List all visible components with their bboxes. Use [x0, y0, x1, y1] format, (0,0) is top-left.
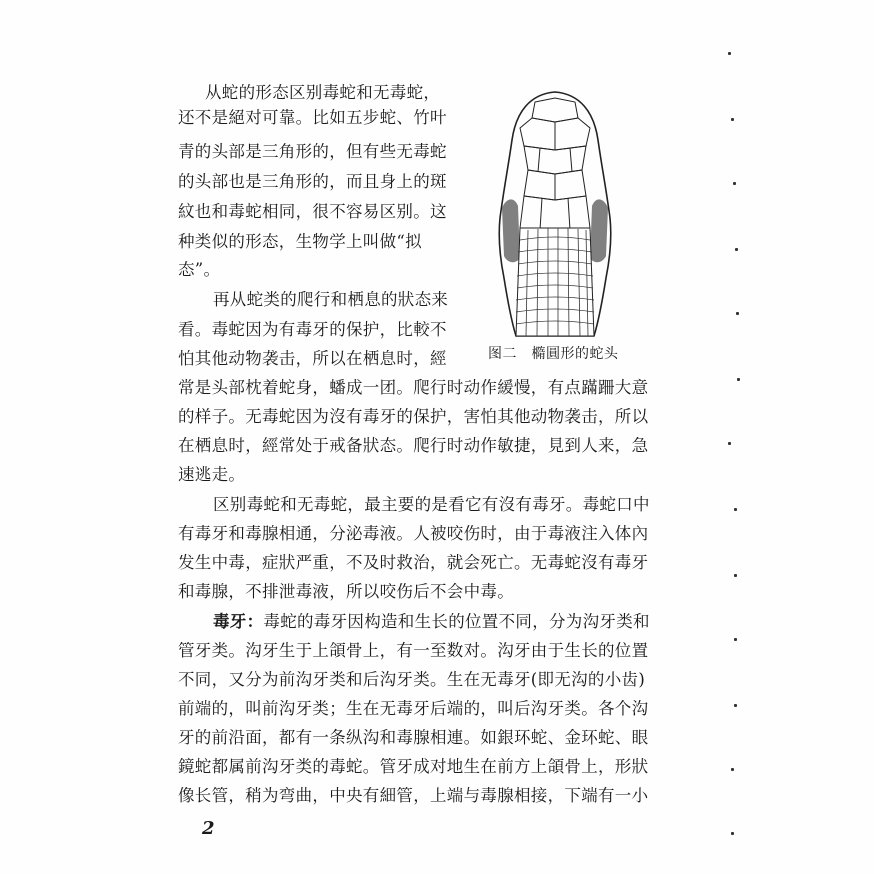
text-line: 常是头部枕着蛇身，蟠成一团。爬行时动作緩慢，有点蹣跚大意	[178, 378, 649, 397]
text-line: 还不是絕对可靠。比如五步蛇、竹叶	[178, 108, 447, 127]
scan-speck	[731, 118, 734, 121]
text-line: 牙的前沿面，都有一条纵沟和毒腺相連。如銀环蛇、金环蛇、眼	[178, 728, 649, 747]
text-line: 态”。	[178, 260, 221, 279]
text-line: 有毒牙和毒腺相通，分泌毒液。人被咬伤时，由于毒液注入体內	[178, 524, 649, 543]
scan-speck	[736, 312, 739, 315]
text-line	[213, 612, 650, 632]
text-line: 种类似的形态，生物学上叫做“拟	[178, 232, 422, 251]
text-line: 速逃走。	[178, 465, 246, 484]
page-number: 2	[202, 818, 215, 839]
text-line: 区别毒蛇和无毒蛇，最主要的是看它有沒有毒牙。毒蛇口中	[213, 495, 650, 514]
text-line: 像长管，稍为弯曲，中央有細管，上端与毒腺相接，下端有一小	[178, 786, 649, 805]
snake-head-illustration	[490, 88, 620, 338]
text-line: 前端的，叫前沟牙类；生在无毒牙后端的，叫后沟牙类。各个沟	[178, 699, 649, 718]
text-line: 再从蛇类的爬行和栖息的狀态来	[213, 290, 449, 309]
scan-speck	[734, 704, 737, 707]
text-line: 管牙类。沟牙生于上頜骨上，有一至数对。沟牙由于生长的位置	[178, 641, 649, 660]
scan-speck	[734, 508, 737, 511]
text-line: 鏡蛇都属前沟牙类的毒蛇。管牙成对地生在前方上頜骨上，形狀	[178, 757, 649, 776]
text-line: 从蛇的形态区别毒蛇和无毒蛇，	[205, 83, 441, 102]
scan-speck	[734, 638, 737, 641]
scan-speck	[728, 442, 731, 445]
text-line: 发生中毒，症狀严重，不及时救治，就会死亡。无毒蛇沒有毒牙	[178, 553, 649, 572]
scan-speck	[731, 832, 734, 835]
scan-speck	[737, 378, 740, 381]
scan-speck	[728, 52, 731, 55]
text-line: 和毒腺，不排泄毒液，所以咬伤后不会中毒。	[178, 582, 514, 601]
scan-speck	[731, 768, 734, 771]
figure-caption: 图二 橢圓形的蛇头	[488, 346, 619, 362]
text-line: 怕其他动物袭击，所以在栖息时，經	[178, 349, 447, 368]
text-span: 毒蛇的毒牙因构造和生长的位置不同，分为沟牙类和	[263, 612, 650, 631]
snake-head-drawing	[490, 88, 620, 338]
text-line: 的样子。无毒蛇因为沒有毒牙的保护，害怕其他动物袭击，所以	[178, 407, 649, 426]
text-line: 不同，又分为前沟牙类和后沟牙类。生在无毒牙(即无沟的小齿)	[178, 670, 646, 689]
scan-speck	[733, 182, 736, 185]
section-heading: 毒牙：	[213, 612, 264, 631]
scan-speck	[734, 574, 737, 577]
text-line: 在栖息时，經常处于戒备狀态。爬行时动作敏捷，見到人来，急	[178, 436, 649, 455]
text-line: 青的头部是三角形的，但有些无毒蛇	[178, 142, 447, 161]
text-line: 的头部也是三角形的，而且身上的斑	[178, 172, 447, 191]
text-line: 紋也和毒蛇相同，很不容易区别。这	[178, 202, 447, 221]
scan-speck	[735, 248, 738, 251]
text-line: 看。毒蛇因为有毒牙的保护，比較不	[178, 320, 447, 339]
